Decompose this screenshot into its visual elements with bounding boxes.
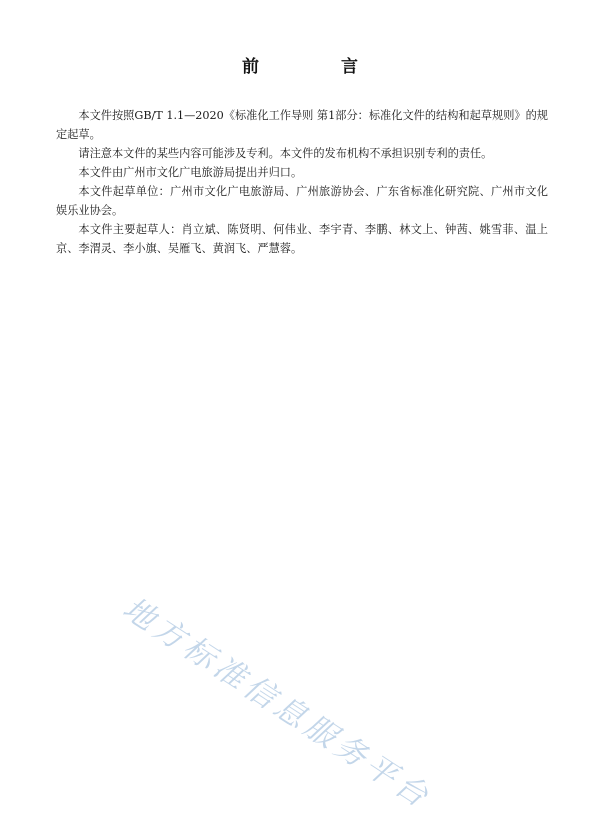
paragraph-drafting-basis: 本文件按照GB/T 1.1—2020《标准化工作导则 第1部分：标准化文件的结构和起草规则》的规定起草。	[56, 109, 548, 141]
page-title: 前 言	[242, 57, 396, 77]
document-body	[56, 106, 548, 258]
paragraph-patent-notice: 请注意本文件的某些内容可能涉及专利。本文件的发布机构不承担识别专利的责任。	[78, 147, 493, 160]
paragraph-drafting-units: 本文件起草单位：广州市文化广电旅游局、广州旅游协会、广东省标准化研究院、广州市文化娱乐业协会。	[56, 185, 548, 217]
paragraph-drafters: 本文件主要起草人：肖立斌、陈贤明、何伟业、李宇青、李鹏、林文上、钟茜、姚雪菲、温上京、李渭灵、李小旗、吴雁飞、黄润飞、严慧蓉。	[56, 223, 548, 255]
paragraph-proposer: 本文件由广州市文化广电旅游局提出并归口。	[78, 166, 303, 179]
watermark-text: 地方标准信息服务平台	[116, 590, 438, 817]
